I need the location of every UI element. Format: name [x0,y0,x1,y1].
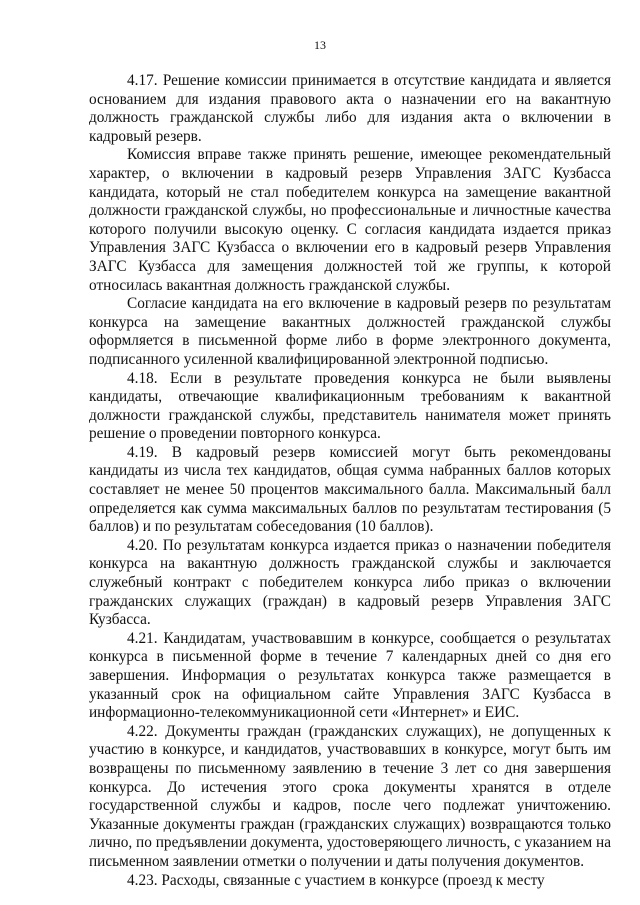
paragraph-4-19: 4.19. В кадровый резерв комиссией могут быть рекомендованы кандидаты из числа тех кандидатов, общая сумма набранных баллов которых составляет не менее 50 процентов максимального балла. Максимальный балл определяется как сумма максимальных баллов по результатам тестирования (5 баллов) и по результатам собеседования (10 баллов). [89,443,611,536]
paragraph-4-23: 4.23. Расходы, связанные с участием в конкурсе (проезд к месту [127,871,545,889]
document-body [89,72,611,890]
paragraph-4-17: 4.17. Решение комиссии принимается в отсутствие кандидата и является основанием для издания правового акта о назначении его на вакантную должность гражданской службы либо для издания акта о включении в кадровый резерв. [89,72,611,145]
page-number: 13 [314,38,326,52]
paragraph-candidate-consent: Согласие кандидата на его включение в кадровый резерв по результатам конкурса на замещение вакантных должностей гражданской службы оформляется в письменной форме либо в форме электронного документа, подписанного усиленной квалифицированной электронной подписью. [89,295,611,368]
paragraph-commission-right: Комиссия вправе также принять решение, имеющее рекомендательный характер, о включении в кадровый резерв Управления ЗАГС Кузбасса кандидата, который не стал победителем конкурса на замещение вакантной должности гражданской службы, но профессиональные и личностные качества которого получили высокую оценку. С согласия кандидата издается приказ Управления ЗАГС Кузбасса о включении его в кадровый резерв Управления ЗАГС Кузбасса для замещения должностей той же группы, к которой относилась вакантная должность гражданской службы. [89,146,611,294]
paragraph-4-20: 4.20. По результатам конкурса издается приказ о назначении победителя конкурса на вакантную должность гражданской службы и заключается служебный контракт с победителем конкурса либо приказ о включении гражданских служащих (граждан) в кадровый резерв Управления ЗАГС Кузбасса. [89,536,611,629]
paragraph-4-21: 4.21. Кандидатам, участвовавшим в конкурсе, сообщается о результатах конкурса в письменной форме в течение 7 календарных дней со дня его завершения. Информация о результатах конкурса также размещается в указанный срок на официальном сайте Управления ЗАГС Кузбасса в информационно-телекоммуникационной сети «Интернет» и ЕИС. [89,629,611,722]
paragraph-4-18: 4.18. Если в результате проведения конкурса не были выявлены кандидаты, отвечающие квалификационным требованиям к вакантной должности гражданской службы, представитель нанимателя может принять решение о проведении повторного конкурса. [89,369,611,443]
paragraph-4-22: 4.22. Документы граждан (гражданских служащих), не допущенных к участию в конкурсе, и кандидатов, участвовавших в конкурсе, могут быть им возвращены по письменному заявлению в течение 3 лет со дня завершения конкурса. До истечения этого срока документы хранятся в отделе государственной службы и кадров, после чего подлежат уничтожению. Указанные документы граждан (гражданских служащих) возвращаются только лично, по предъявлении документа, удостоверяющего личность, с указанием на письменном заявлении отметки о получении и даты получения документов. [89,722,611,870]
